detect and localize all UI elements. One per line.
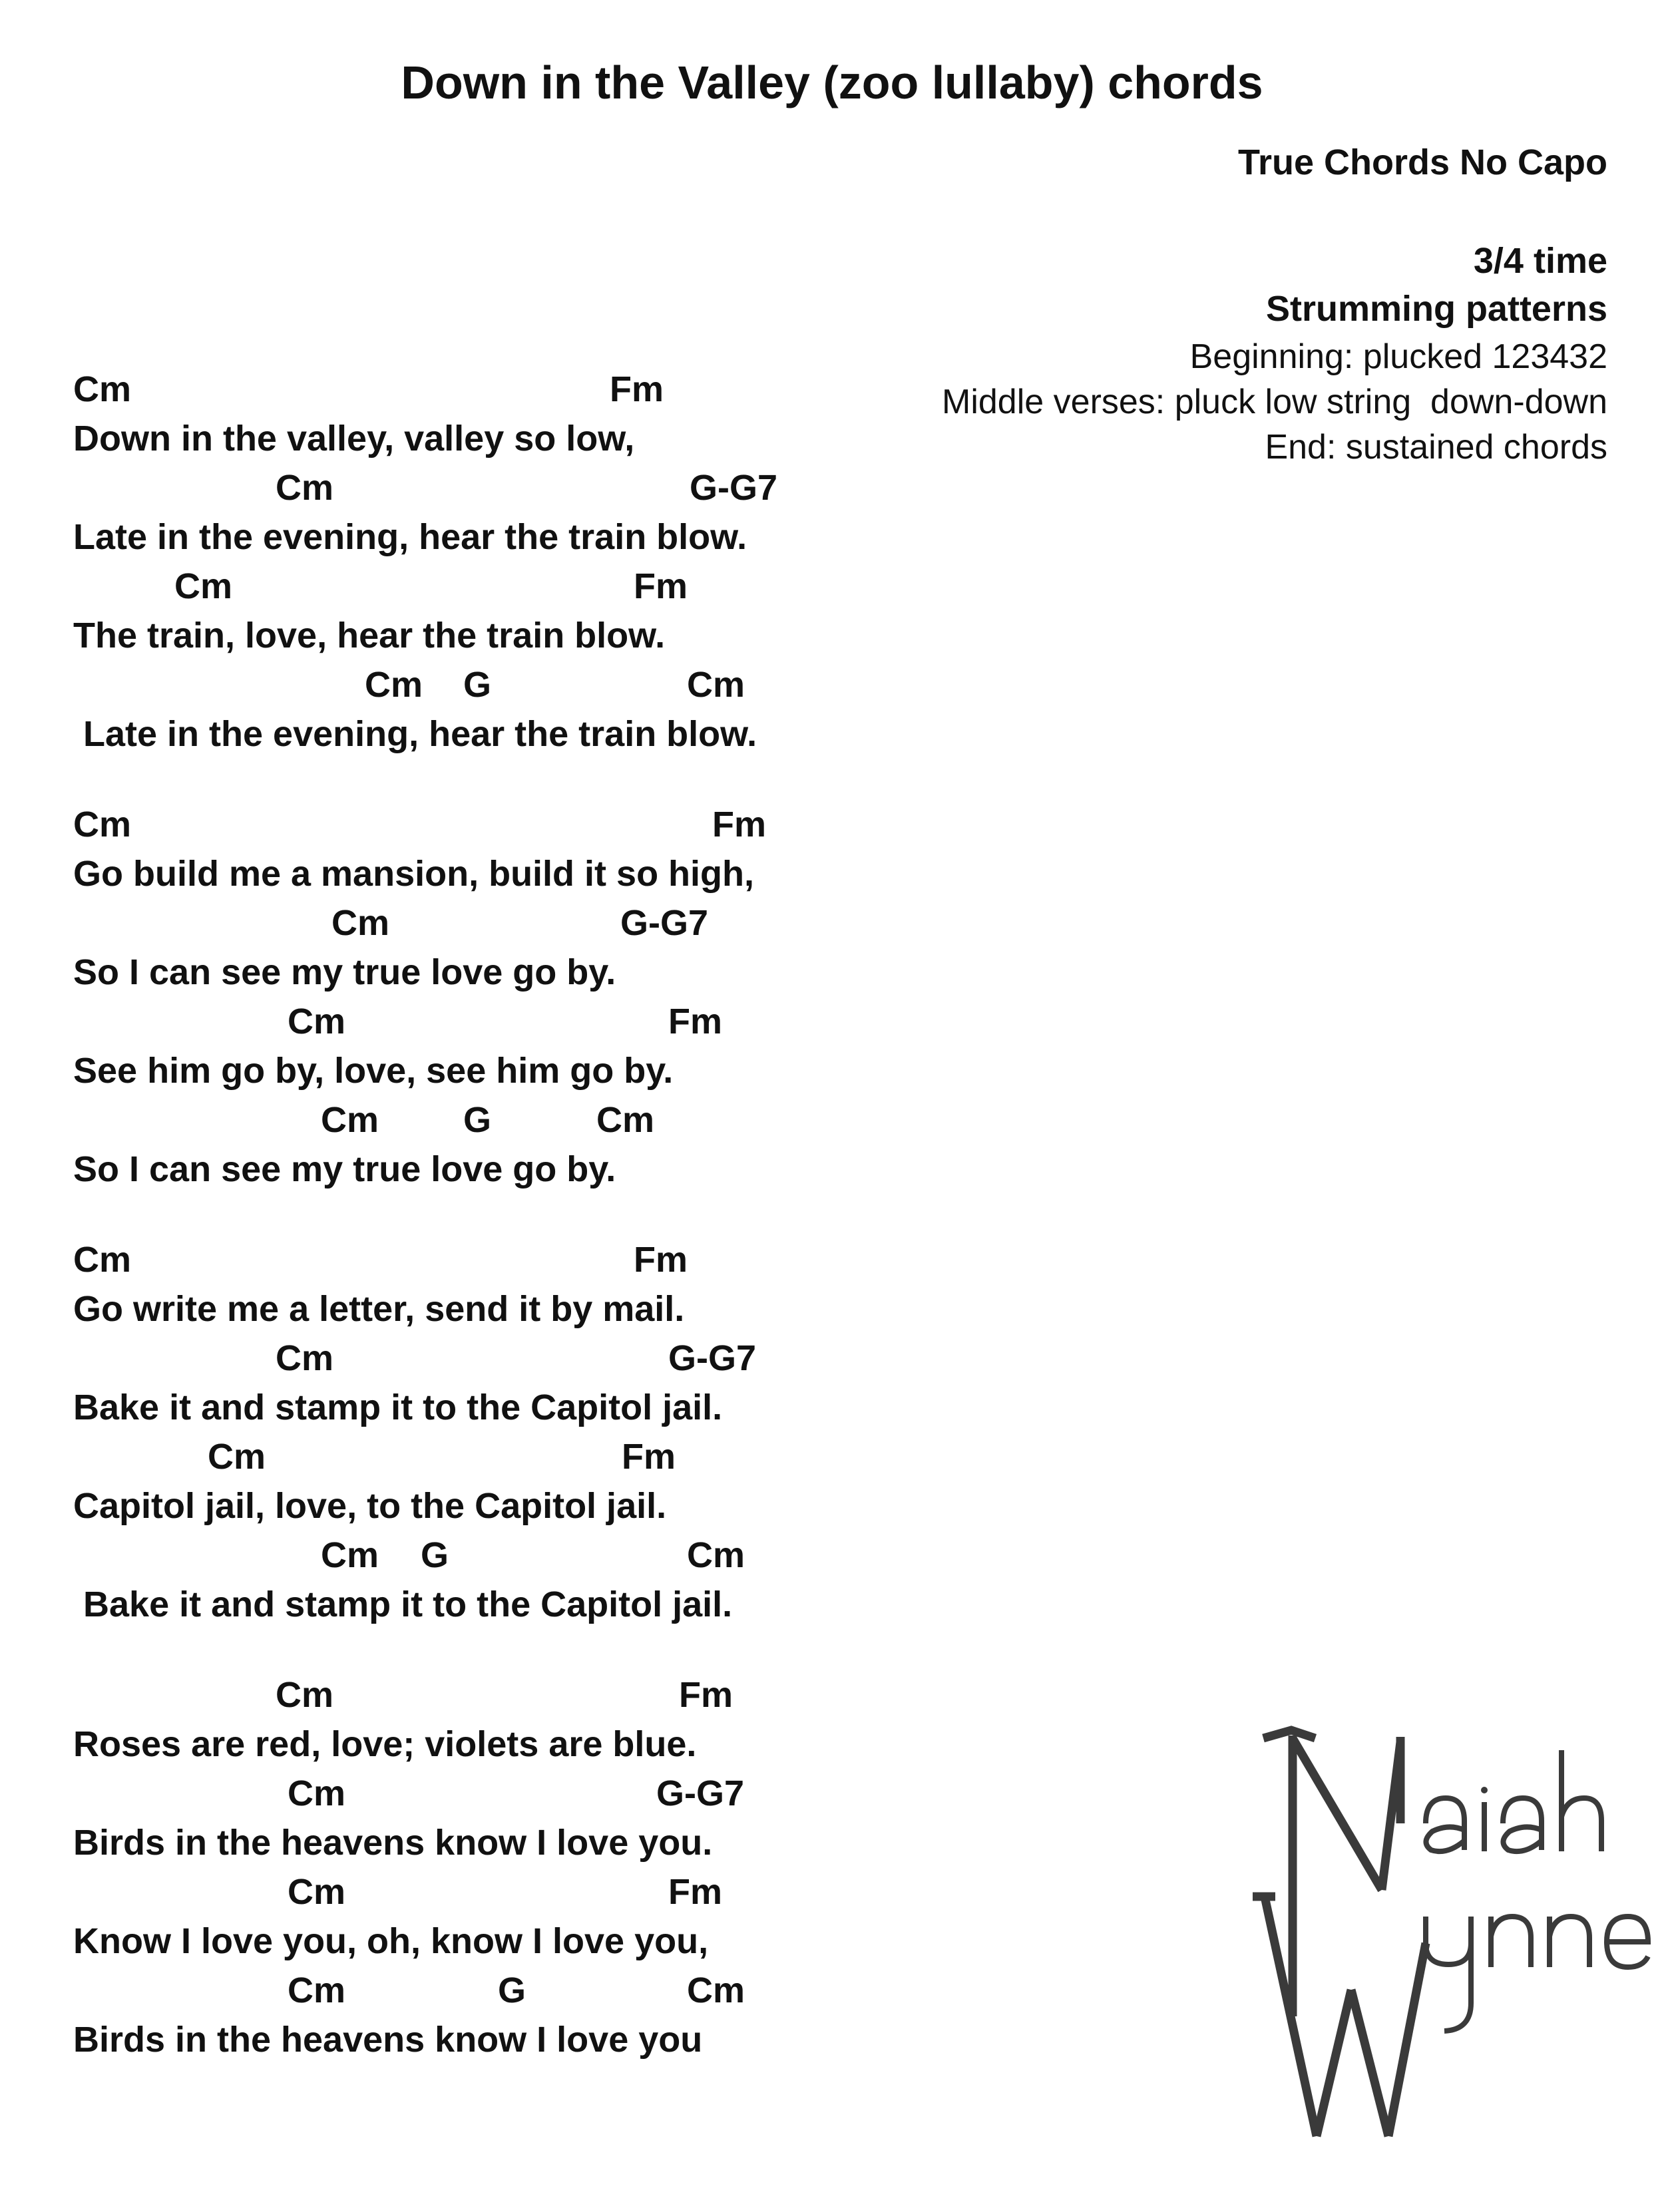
- lyric-line: Late in the evening, hear the train blow.: [73, 517, 747, 557]
- chord-line: [73, 898, 709, 948]
- chord: Fm: [634, 1240, 688, 1280]
- chord: Fm: [634, 566, 688, 606]
- chord: G-G7: [690, 468, 778, 508]
- lyric-line: Capitol jail, love, to the Capitol jail.: [73, 1486, 667, 1526]
- chord: Cm: [208, 1437, 266, 1477]
- chord: Cm: [73, 805, 132, 844]
- lyric-line: Birds in the heavens know I love you: [73, 2020, 703, 2060]
- chord: Cm: [276, 468, 334, 508]
- lyric-line: Go write me a letter, send it by mail.: [73, 1289, 685, 1329]
- chord: G-G7: [656, 1773, 745, 1813]
- page-title: Down in the Valley (zoo lullaby) chords: [401, 57, 1263, 108]
- chord-line: [73, 1769, 745, 1818]
- lyric-line: Go build me a mansion, build it so high,: [73, 854, 755, 894]
- chord-line: [73, 1531, 745, 1580]
- chord-line: [73, 800, 766, 849]
- lyric-line: The train, love, hear the train blow.: [73, 616, 666, 655]
- chord: Cm: [276, 1675, 334, 1715]
- lyric-line: Bake it and stamp it to the Capitol jail.: [73, 1387, 723, 1427]
- chord: Fm: [668, 1872, 722, 1912]
- chord-line: [73, 997, 722, 1046]
- chord-line: [73, 1235, 688, 1284]
- chord-line: [73, 365, 664, 414]
- chord: Cm: [73, 1240, 132, 1280]
- lyric-line: Late in the evening, hear the train blow.: [73, 714, 757, 754]
- chord-line: [73, 660, 745, 709]
- strumming-pattern-beginning: Beginning: plucked 123432: [1189, 337, 1607, 376]
- lyric-line: Roses are red, love; violets are blue.: [73, 1724, 697, 1764]
- chord: Fm: [610, 369, 664, 409]
- time-signature: 3/4 time: [1473, 241, 1607, 281]
- lyric-line: Down in the valley, valley so low,: [73, 419, 635, 459]
- lyric-line: Bake it and stamp it to the Capitol jail.: [73, 1584, 733, 1624]
- chord: G-G7: [668, 1338, 757, 1378]
- chord-line: [73, 562, 688, 611]
- chord: G: [421, 1535, 449, 1575]
- lyric-line: So I can see my true love go by.: [73, 1149, 616, 1189]
- chord-line: [73, 1432, 676, 1481]
- maiah-wynne-logo: [1251, 1724, 1651, 2149]
- strumming-heading: Strumming patterns: [1265, 289, 1607, 329]
- chord: Cm: [174, 566, 233, 606]
- strumming-pattern-end: End: sustained chords: [1265, 428, 1607, 466]
- capo-note: True Chords No Capo: [1237, 142, 1607, 182]
- chord-line: [73, 1334, 757, 1383]
- chord: Cm: [365, 665, 423, 705]
- chord: Fm: [679, 1675, 733, 1715]
- chord: Cm: [288, 1773, 346, 1813]
- chord: Cm: [288, 1872, 346, 1912]
- lyric-line: Know I love you, oh, know I love you,: [73, 1921, 709, 1961]
- chord: Fm: [668, 1002, 722, 1041]
- lyric-line: See him go by, love, see him go by.: [73, 1051, 674, 1091]
- chord: Cm: [596, 1100, 655, 1140]
- chord: G: [463, 665, 492, 705]
- chord: Fm: [712, 805, 766, 844]
- chord: Cm: [276, 1338, 334, 1378]
- song-body: [73, 365, 778, 2064]
- chord: Cm: [687, 665, 745, 705]
- chord-line: [73, 1966, 745, 2015]
- chord: Cm: [687, 1535, 745, 1575]
- chord: G-G7: [620, 903, 709, 943]
- chord: Cm: [687, 1970, 745, 2010]
- chord: Cm: [288, 1002, 346, 1041]
- chord: Cm: [321, 1535, 379, 1575]
- chord: G: [498, 1970, 526, 2010]
- chord: Cm: [321, 1100, 379, 1140]
- lyric-line: So I can see my true love go by.: [73, 952, 616, 992]
- chord: Cm: [73, 369, 132, 409]
- chord: Cm: [331, 903, 390, 943]
- chord-line: [73, 463, 778, 512]
- strumming-pattern-middle: Middle verses: pluck low string down-down: [942, 383, 1607, 421]
- chord-line: [73, 1867, 722, 1917]
- chord-line: [73, 1670, 733, 1720]
- chord: G: [463, 1100, 492, 1140]
- lyric-line: Birds in the heavens know I love you.: [73, 1823, 713, 1863]
- chord-line: [73, 1095, 655, 1145]
- chord: Fm: [622, 1437, 676, 1477]
- chord: Cm: [288, 1970, 346, 2010]
